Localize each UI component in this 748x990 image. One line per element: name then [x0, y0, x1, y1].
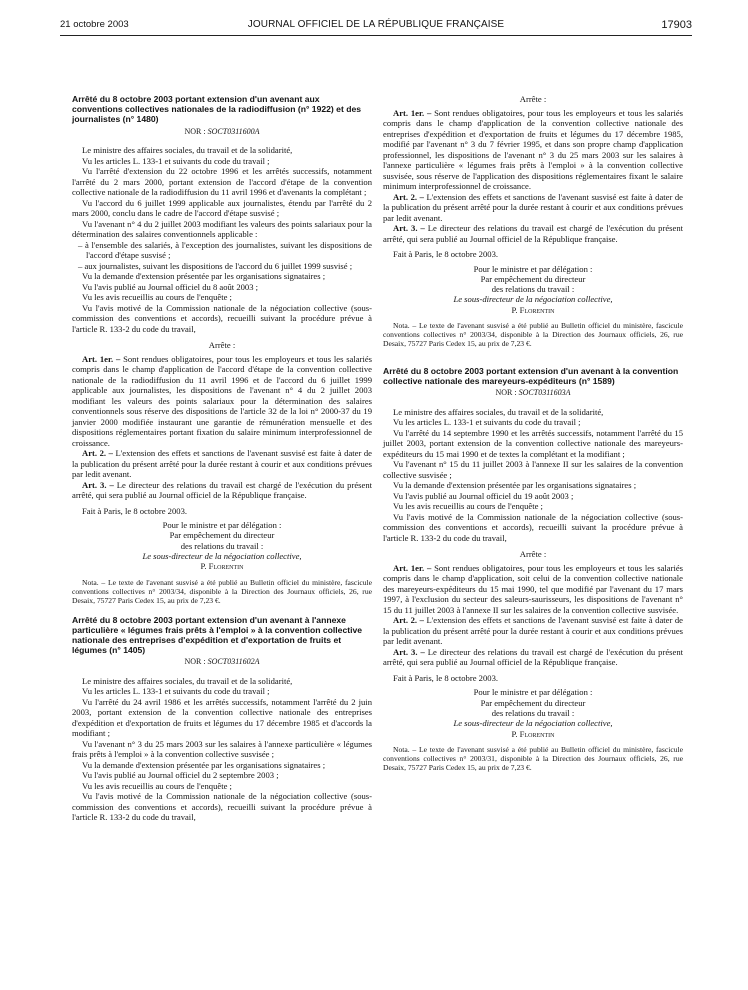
visa-line: Vu l'avis motivé de la Commission nationale de la négociation collective (sous-commission des conventions et accords), recueilli suivant la procédure prévue à l'article R. 133-2 du code du travail, [72, 791, 372, 823]
decree-title: Arrêté du 8 octobre 2003 portant extension d'un avenant aux conventions collectives nationales de la radiodiffusion (n° 1922) et des journalistes (n° 1480) [72, 94, 362, 125]
article-1: Art. 1er. – Sont rendues obligatoires, pour tous les employeurs et tous les salariés compris dans le champ d'application, soit celui de la convention collective nationale des mareyeurs-expéditeurs du 15 mai 1990, tel que modifié par l'avenant du 17 mars 1997, à l'exclusion du secteur des saleurs-saurisseurs, les dispositions de l'avenant n° 15 du 11 juillet 2003 à l'annexe II sur les salaires de la convention collective susvisée. [383, 562, 683, 615]
signing-date: Fait à Paris, le 8 octobre 2003. [393, 672, 499, 683]
journal-title: JOURNAL OFFICIEL DE LA RÉPUBLIQUE FRANÇAISE [247, 19, 505, 30]
visa-line: Vu l'avis motivé de la Commission nationale de la négociation collective (sous-commission des conventions et accords), recueilli suivant la procédure prévue à l'article R. 133-2 du code du travail, [383, 511, 683, 543]
decree-mareyeurs [383, 366, 683, 772]
visa-line: Vu l'avenant n° 4 du 2 juillet 2003 modifiant les valeurs des points salariaux pour la détermination des salaires conventionnels applicable : [72, 218, 372, 240]
arrete-heading: Arrête : [208, 340, 236, 351]
signatory-name: P. Florentin [200, 561, 244, 572]
header-rule [60, 35, 692, 36]
visa-line: Vu les articles L. 133-1 et suivants du code du travail ; [393, 417, 581, 428]
list-item: – à l'ensemble des salariés, à l'exception des journalistes, suivant les dispositions de l'accord d'étape susvisé ; [78, 239, 372, 261]
signing-date: Fait à Paris, le 8 octobre 2003. [82, 505, 188, 516]
arrete-heading: Arrête : [519, 549, 547, 560]
nota-note: Nota. – Le texte de l'avenant susvisé a été publié au Bulletin officiel du ministère, fascicule conventions collectives n° 2003/34, disponible à la Direction des Journaux officiels, 26, rue Desaix, 75727 Paris Cedex 15, au prix de 7,23 €. [383, 320, 683, 348]
visa-line: Vu l'avis motivé de la Commission nationale de la négociation collective (sous-commission des conventions et accords), recueilli suivant la procédure prévue à l'article R. 133-2 du code du travail, [72, 302, 372, 334]
decree-fruits-legumes-continued [383, 94, 683, 348]
nor-code: SOCT0311603A [518, 388, 571, 398]
visa-line: Vu l'avis publié au Journal officiel du 2 septembre 2003 ; [82, 770, 279, 781]
article-2: Art. 2. – L'extension des effets et sanctions de l'avenant susvisé est faite à dater de la publication du présent arrêté pour la durée restant à courir et aux conditions prévues par ledit avenant. [383, 191, 683, 223]
minister-intro: Le ministre des affaires sociales, du travail et de la solidarité, [82, 145, 293, 156]
signature-block: Pour le ministre et par délégation : Par empêchement du directeur des relations du travail : Le sous-directeur de la négociation collective, P. Florentin [72, 520, 372, 571]
article-1: Art. 1er. – Sont rendues obligatoires, pour tous les employeurs et tous les salariés compris dans le champ d'application de la convention collective nationale des entreprises d'expédition et d'exportation de fruits et légumes du 17 décembre 1985, modifié par l'avenant n° 3 du 7 février 1995, et dans son propre champ d'application professionnel, les dispositions de l'avenant n° 3 du 25 mars 2003 sur les salaires à l'annexe particulière « légumes frais prêts à l'emploi » à la convention collective susvisée, sous réserve de l'application des dispositions réglementaires fixant le salaire minimum interprofessionnel de croissance. [383, 107, 683, 191]
visa-line: Vu la demande d'extension présentée par les organisations signataires ; [82, 759, 326, 770]
decree-title: Arrêté du 8 octobre 2003 portant extension d'un avenant à la convention collective nationale des mareyeurs-expéditeurs (n° 1589) [383, 365, 679, 387]
nor-reference: NOR : SOCT0311600A [184, 126, 260, 136]
visa-line: Vu la demande d'extension présentée par les organisations signataires ; [393, 480, 637, 491]
article-2: Art. 2. – L'extension des effets et sanctions de l'avenant susvisé est faite à dater de la publication du présent arrêté pour la durée restant à courir et aux conditions prévues par ledit avenant. [383, 615, 683, 647]
article-2: Art. 2. – L'extension des effets et sanctions de l'avenant susvisé est faite à dater de la publication du présent arrêté pour la durée restant à courir et aux conditions prévues par ledit avenant. [72, 448, 372, 480]
visa-line: Vu l'arrêté du 14 septembre 1990 et les arrêtés successifs, notamment l'arrêté du 15 juillet 2003, portant extension de la convention collective nationale des mareyeurs-expéditeurs du 15 mai 1990 et de textes la complétant et la modifiant ; [383, 427, 683, 459]
nota-note: Nota. – Le texte de l'avenant susvisé a été publié au Bulletin officiel du ministère, fascicule conventions collectives n° 2003/34, disponible à la Direction des Journaux officiels, 26, rue Desaix, 75727 Paris Cedex 15, au prix de 7,23 €. [72, 577, 372, 605]
right-column [383, 94, 683, 782]
visa-line: Vu l'accord du 6 juillet 1999 applicable aux journalistes, étendu par l'arrêté du 2 mars 2000, conclu dans le cadre de l'accord d'étape susvisé ; [72, 197, 372, 219]
visa-line: Vu la demande d'extension présentée par les organisations signataires ; [82, 271, 326, 282]
minister-intro: Le ministre des affaires sociales, du travail et de la solidarité, [393, 406, 604, 417]
article-3: Art. 3. – Le directeur des relations du travail est chargé de l'exécution du présent arrêté, qui sera publié au Journal officiel de la République française. [72, 479, 372, 501]
visa-line: Vu l'avenant n° 3 du 25 mars 2003 sur les salaires à l'annexe particulière « légumes frais prêts à l'emploi » à la convention collective susvisée ; [72, 738, 372, 760]
nor-reference: NOR : SOCT0311603A [495, 388, 571, 398]
signature-block: Pour le ministre et par délégation : Par empêchement du directeur des relations du travail : Le sous-directeur de la négociation collective, P. Florentin [383, 264, 683, 315]
visa-line: Vu l'arrêté d'extension du 22 octobre 1996 et les arrêtés successifs, notamment l'arrêté du 2 mars 2000, portant extension de l'accord d'étape de la convention collective nationale de la radiodiffusion du 11 avril 1996 et d'avenants la complétant ; [72, 166, 372, 198]
visa-line: Vu les avis recueillis au cours de l'enquête ; [82, 292, 232, 303]
decree-fruits-legumes [72, 615, 372, 823]
signatory-name: P. Florentin [511, 728, 555, 739]
visa-line: Vu l'avis publié au Journal officiel du 19 août 2003 ; [393, 490, 574, 501]
nor-code: SOCT0311600A [207, 126, 260, 136]
visa-line: Vu les avis recueillis au cours de l'enquête ; [393, 501, 543, 512]
article-3: Art. 3. – Le directeur des relations du travail est chargé de l'exécution du présent arrêté, qui sera publié au Journal officiel de la République française. [383, 646, 683, 668]
article-1: Art. 1er. – Sont rendues obligatoires, pour tous les employeurs et tous les salariés compris dans le champ d'application de l'accord d'étape de la convention collective nationale de la radiodiffusion du 11 avril 1996 et de l'accord du 6 juillet 1999 applicable aux journalistes, les dispositions de l'avenant n° 4 du 2 juillet 2003 modifiant les valeurs des points salariaux pour la détermination des salaires conventionnels sous réserve des dispositions de l'article 32 de la loi n° 2000-37 du 19 janvier 2000 modifiée instaurant une garantie de rémunération mensuelle et des dispositions réglementaires portant fixation du salaire minimum interprofessionnel de croissance. [72, 353, 372, 448]
nor-reference: NOR : SOCT0311602A [184, 657, 260, 667]
arrete-heading: Arrête : [519, 94, 547, 104]
page-header [60, 16, 692, 34]
visa-line: Vu l'avenant n° 15 du 11 juillet 2003 à l'annexe II sur les salaires de la convention collective susvisée ; [383, 459, 683, 480]
visa-line: Vu les avis recueillis au cours de l'enquête ; [82, 780, 232, 791]
decree-title: Arrêté du 8 octobre 2003 portant extension d'un avenant à l'annexe particulière « légumes frais prêts à l'emploi » à la convention collective nationale des entreprises d'expédition et d'exportation de fruits et légumes (n° 1405) [72, 614, 363, 656]
article-3: Art. 3. – Le directeur des relations du travail est chargé de l'exécution du présent arrêté, qui sera publié au Journal officiel de la République française. [383, 223, 683, 244]
nota-note: Nota. – Le texte de l'avenant susvisé a été publié au Bulletin officiel du ministère, fascicule conventions collectives n° 2003/31, disponible à la Direction des Journaux officiels, 26, rue Desaix, 75727 Paris Cedex 15, au prix de 7,23 €. [383, 744, 683, 772]
visa-line: Vu l'arrêté du 24 avril 1986 et les arrêtés successifs, notamment l'arrêté du 2 juin 2003, portant extension de la convention collective nationale des entreprises d'expédition et d'exportation de fruits et légumes du 17 décembre 1985 et d'accords la modifiant ; [72, 696, 372, 739]
nor-code: SOCT0311602A [207, 657, 260, 667]
visa-line: Vu l'avis publié au Journal officiel du 8 août 2003 ; [82, 281, 259, 292]
left-column [72, 94, 372, 823]
list-item: – aux journalistes, suivant les dispositions de l'accord du 6 juillet 1999 susvisé ; [78, 260, 353, 271]
minister-intro: Le ministre des affaires sociales, du travail et de la solidarité, [82, 675, 293, 686]
signatory-name: P. Florentin [511, 304, 555, 315]
visa-line: Vu les articles L. 133-1 et suivants du code du travail ; [82, 155, 270, 166]
signature-block: Pour le ministre et par délégation : Par empêchement du directeur des relations du travail : Le sous-directeur de la négociation collective, P. Florentin [383, 687, 683, 738]
page-number: 17903 [661, 19, 692, 31]
signing-date: Fait à Paris, le 8 octobre 2003. [393, 249, 499, 259]
decree-radiodiffusion [72, 94, 372, 605]
visa-line: Vu les articles L. 133-1 et suivants du code du travail ; [82, 686, 270, 697]
header-date: 21 octobre 2003 [60, 19, 129, 30]
